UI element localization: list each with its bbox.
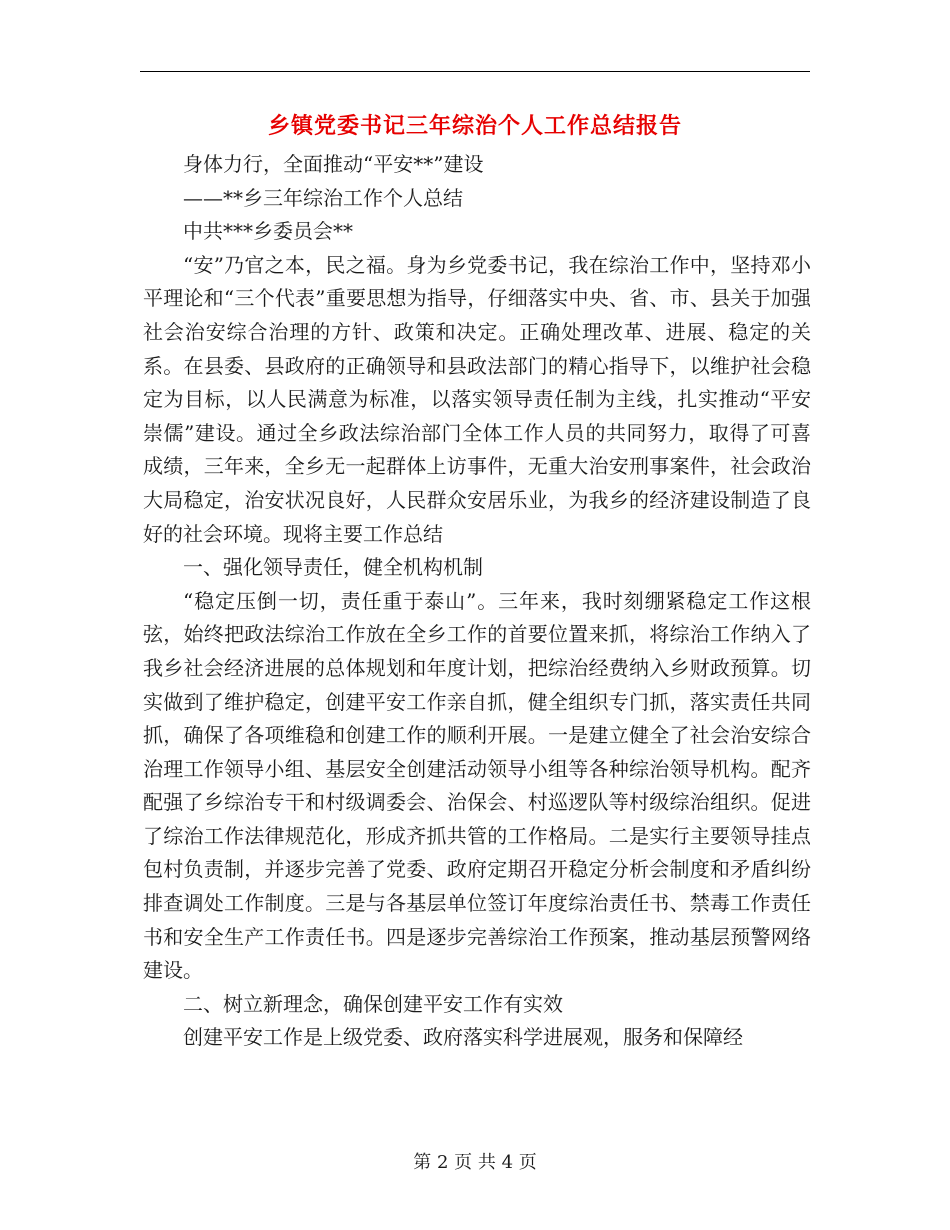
page-footer: 第 2 页 共 4 页 (413, 1152, 537, 1173)
subtitle-secondary: ——**乡三年综治工作个人总结 (183, 185, 463, 210)
paragraph-section-1: “稳定压倒一切，责任重于泰山”。三年来，我时刻绷紧稳定工作这根弦，始终把政法综治工作放在全乡工作的首要位置来抓，将综治工作纳入了我乡社会经济进展的总体规划和年度计划，把综治经费纳入乡财政预算。切实做到了维护稳定，创建平安工作亲自抓，健全组织专门抓，落实责任共同抓，确保了各项维稳和创建工作的顺利开展。一是建立健全了社会治安综合治理工作领导小组、基层安全创建活动领导小组等各种综治领导机构。配齐配强了乡综治专干和村级调委会、治保会、村巡逻队等村级综治组织。促进了综治工作法律规范化，形成齐抓共管的工作格局。二是实行主要领导挂点包村负责制，并逐步完善了党委、政府定期召开稳定分析会制度和矛盾纠纷排查调处工作制度。三是与各基层单位签订年度综治责任书、禁毒工作责任书和安全生产工作责任书。四是逐步完善综治工作预案，推动基层预警网络建设。 (143, 588, 811, 983)
header-rule (140, 71, 810, 72)
document-body (143, 148, 811, 1055)
document-title: 乡镇党委书记三年综治个人工作总结报告 (267, 113, 682, 139)
author-line: 中共***乡委员会** (183, 219, 353, 244)
subtitle: 身体力行，全面推动“平安**”建设 (183, 152, 484, 176)
section-heading-2: 二、树立新理念，确保创建平安工作有实效 (183, 991, 563, 1016)
paragraph-intro: “安”乃官之本，民之福。身为乡党委书记，我在综治工作中，坚持邓小平理论和“三个代表”重要思想为指导，仔细落实中央、省、市、县关于加强社会治安综合治理的方针、政策和决定。正确处理改革、进展、稳定的关系。在县委、县政府的正确领导和县政法部门的精心指导下，以维护社会稳定为目标，以人民满意为标准，以落实领导责任制为主线，扎实推动“平安崇儒”建设。通过全乡政法综治部门全体工作人员的共同努力，取得了可喜成绩，三年来，全乡无一起群体上访事件，无重大治安刑事案件，社会政治大局稳定，治安状况良好，人民群众安居乐业，为我乡的经济建设制造了良好的社会环境。现将主要工作总结 (143, 252, 811, 546)
paragraph-section-2: 创建平安工作是上级党委、政府落实科学进展观，服务和保障经 (183, 1025, 743, 1050)
section-heading-1: 一、强化领导责任，健全机构机制 (183, 555, 483, 580)
